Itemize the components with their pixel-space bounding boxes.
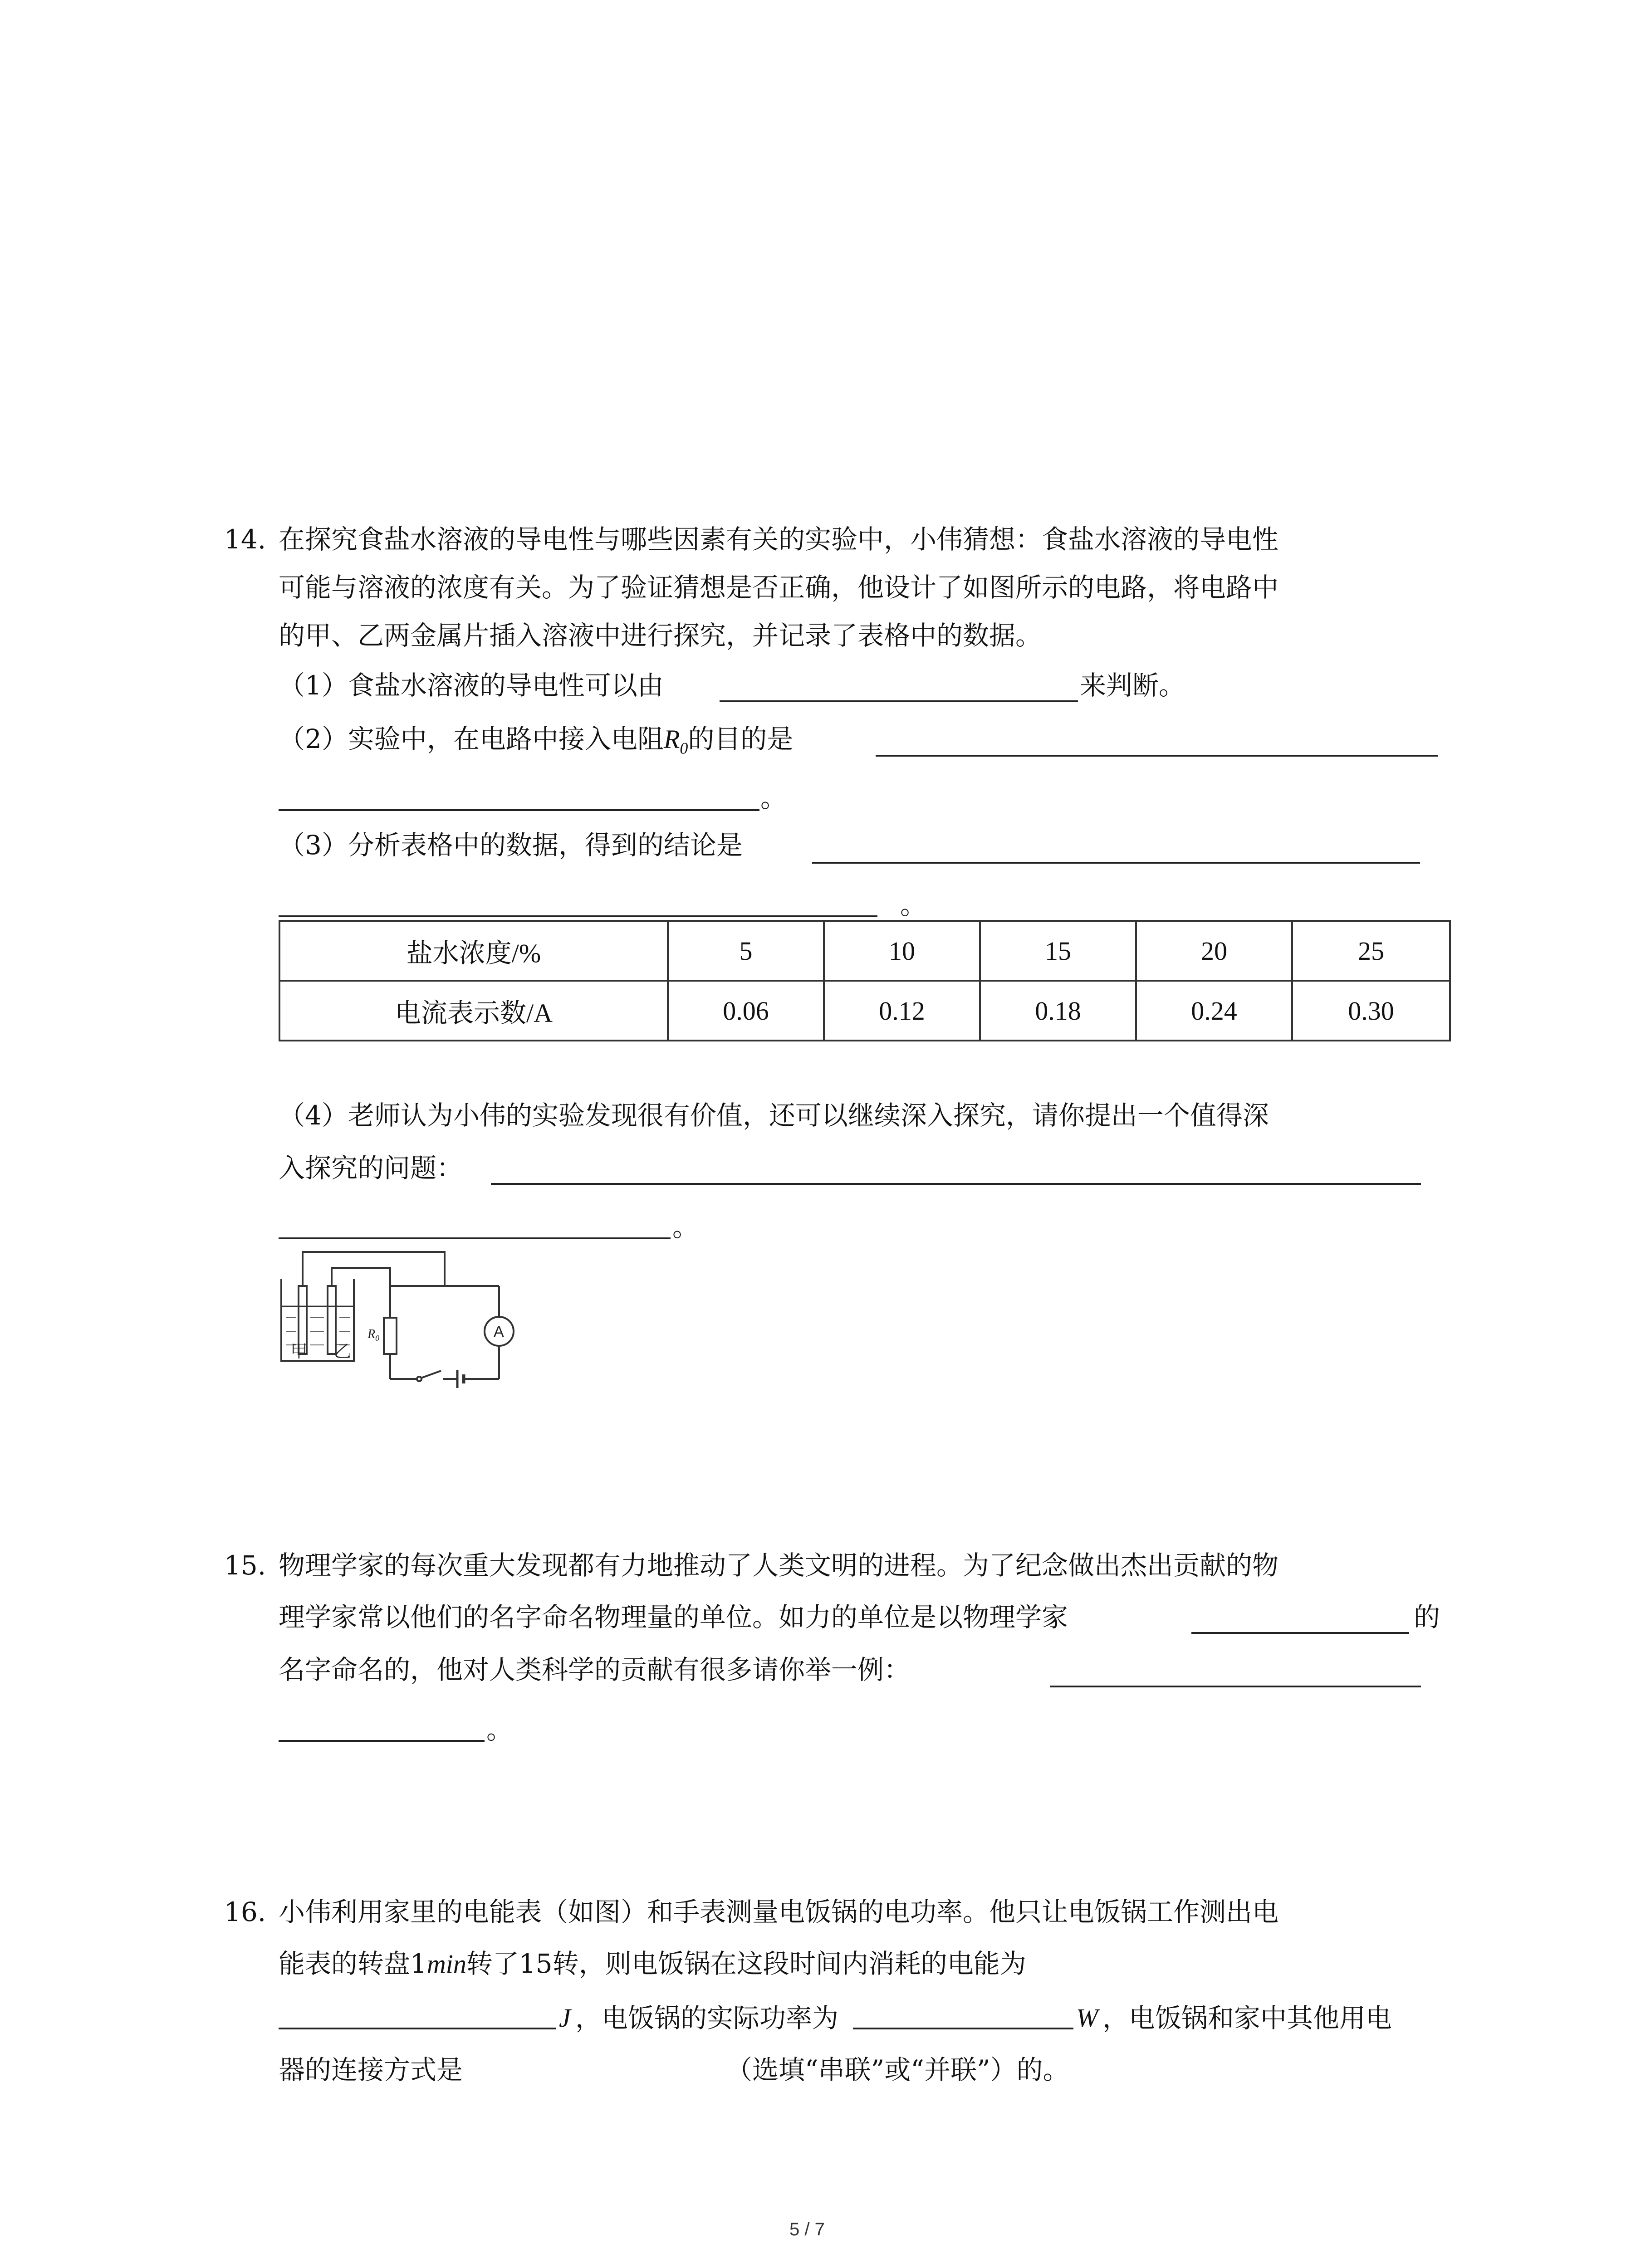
q16-number: 16. <box>224 1897 266 1927</box>
q15-number: 15. <box>224 1550 266 1581</box>
q14-part1-answer-blank[interactable] <box>720 700 1078 702</box>
q14-part4-line-2: 入探究的问题： <box>279 1153 463 1183</box>
q14-line-2: 可能与溶液的浓度有关。为了验证猜想是否正确，他设计了如图所示的电路，将电路中 <box>279 572 1279 603</box>
q14-part3-answer-blank-cont[interactable] <box>279 915 877 917</box>
q15-contribution-blank[interactable] <box>1050 1686 1421 1687</box>
q15-line-3: 名字命名的，他对人类科学的贡献有很多请你举一例： <box>279 1654 911 1685</box>
q16-line-4: 器的连接方式是 <box>279 2054 463 2085</box>
q14-part4-answer-blank-cont[interactable] <box>279 1237 671 1239</box>
q14-part4-line-1: （4）老师认为小伟的实验发现很有价值，还可以继续深入探究，请你提出一个值得深 <box>279 1100 1269 1131</box>
q14-part2-end: 。 <box>760 782 787 813</box>
q16-line-3-end: ，电饭锅和家中其他用电 <box>1102 2003 1392 2033</box>
table-row <box>279 921 1450 981</box>
circuit-diagram <box>272 1243 526 1393</box>
q15-contribution-blank-cont[interactable] <box>279 1740 485 1742</box>
label-r0: $R_0$ <box>367 1327 380 1343</box>
q16-unit-joule: J <box>559 2003 571 2033</box>
q14-part3-answer-blank[interactable] <box>812 862 1420 864</box>
q15-line-2: 理学家常以他们的名字命名物理量的单位。如力的单位是以物理学家 <box>279 1602 1068 1633</box>
q15-line-2-suffix: 的 <box>1414 1602 1440 1633</box>
page-number: 5 / 7 <box>789 2219 825 2239</box>
q14-line-3: 的甲、乙两金属片插入溶液中进行探究，并记录了表格中的数据。 <box>279 620 1042 651</box>
q16-connection-blank[interactable] <box>490 2085 717 2087</box>
q14-part3-end: 。 <box>900 890 927 920</box>
q16-power-blank[interactable] <box>853 2028 1073 2029</box>
q15-end: 。 <box>486 1714 513 1745</box>
q16-line-1: 小伟利用家里的电能表（如图）和手表测量电饭锅的电功率。他只让电饭锅工作测出电 <box>279 1897 1279 1927</box>
q14-part2-prompt: （2）实验中，在电路中接入电阻$R_0$的目的是 <box>279 723 794 758</box>
q14-part2-answer-blank[interactable] <box>876 755 1438 757</box>
q14-part4-end: 。 <box>672 1212 699 1242</box>
q14-part4-answer-blank[interactable] <box>491 1183 1421 1185</box>
resistor-r0 <box>384 1318 397 1354</box>
table-cell: 25 <box>1292 921 1450 981</box>
q16-line-2: 能表的转盘1min转了15转，则电饭锅在这段时间内消耗的电能为 <box>279 1948 1026 1979</box>
label-ammeter: A <box>494 1323 504 1340</box>
q14-part2-answer-blank-cont[interactable] <box>279 809 759 811</box>
q14-line-1: 在探究食盐水溶液的导电性与哪些因素有关的实验中，小伟猜想：食盐水溶液的导电性 <box>279 524 1279 555</box>
switch-lever <box>421 1371 441 1378</box>
q16-unit-watt: W <box>1076 2003 1098 2033</box>
q14-part1-prompt: （1）食盐水溶液的导电性可以由 <box>279 670 664 701</box>
table-row <box>279 981 1450 1041</box>
table-cell: 0.30 <box>1292 981 1450 1041</box>
table-cell: 0.18 <box>980 981 1136 1041</box>
table-header-current: 电流表示数/A <box>279 981 668 1041</box>
table-cell: 5 <box>668 921 824 981</box>
q15-physicist-blank[interactable] <box>1191 1632 1409 1634</box>
table-header-concentration: 盐水浓度/% <box>279 921 668 981</box>
label-yi: 乙 <box>334 1341 352 1361</box>
q15-line-1: 物理学家的每次重大发现都有力地推动了人类文明的进程。为了纪念做出杰出贡献的物 <box>279 1550 1279 1581</box>
table-cell: 10 <box>824 921 980 981</box>
q16-line-3-mid: ，电饭锅的实际功率为 <box>575 2003 839 2033</box>
table-cell: 0.06 <box>668 981 824 1041</box>
table-cell: 0.24 <box>1136 981 1292 1041</box>
label-jia: 甲 <box>290 1341 308 1361</box>
q14-number: 14. <box>224 524 266 555</box>
q14-part1-suffix: 来判断。 <box>1080 670 1185 701</box>
table-cell: 20 <box>1136 921 1292 981</box>
q14-part3-prompt: （3）分析表格中的数据，得到的结论是 <box>279 830 743 860</box>
wire <box>332 1268 390 1286</box>
r0-symbol: $R_0$ <box>663 724 688 758</box>
q16-line-4-suffix: （选填“串联”或“并联”）的。 <box>726 2054 1069 2085</box>
table-cell: 0.12 <box>824 981 980 1041</box>
q16-energy-blank[interactable] <box>279 2028 556 2029</box>
table-cell: 15 <box>980 921 1136 981</box>
wire <box>303 1252 445 1286</box>
concentration-current-table <box>279 920 1451 1041</box>
